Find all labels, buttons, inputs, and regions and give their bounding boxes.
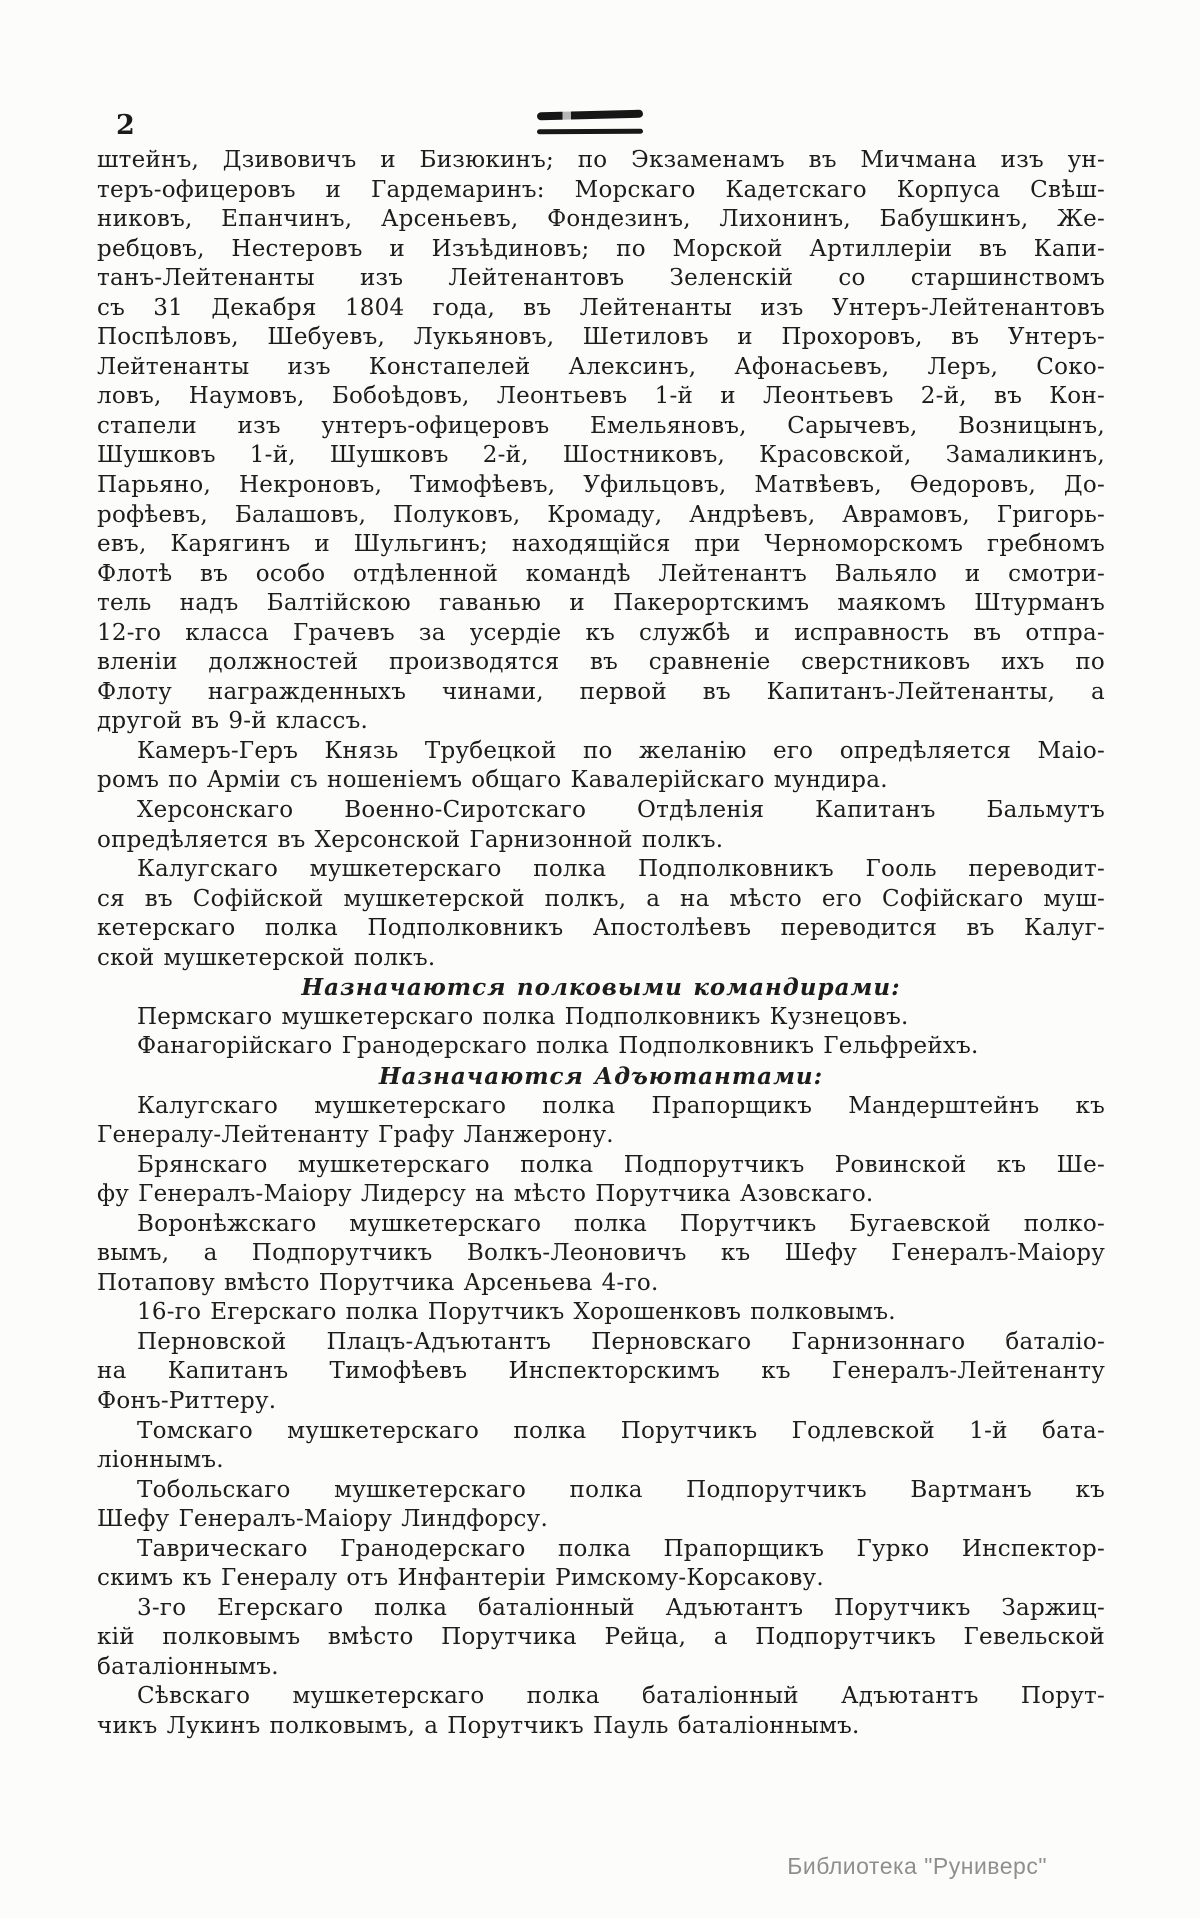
text-line: 12-го класса Грачевъ за усердіе къ службѣ и исправность въ отпра- [97, 619, 1105, 646]
text-line: скимъ къ Генералу отъ Инфантеріи Римскому-Корсакову. [97, 1565, 824, 1592]
text-line: тель надъ Балтійскою гаванью и Пакерортскимъ маякомъ Штурманъ [97, 590, 1105, 617]
text-line: Фанагорійскаго Гранодерскаго полка Подполковникъ Гельфрейхъ. [137, 1033, 979, 1060]
section-heading: Назначаются полковыми командирами: [301, 974, 901, 1002]
text-line: ребцовъ, Нестеровъ и Изъѣдиновъ; по Морской Артиллеріи въ Капи- [97, 235, 1105, 262]
text-line: Брянскаго мушкетерскаго полка Подпорутчикъ Ровинской къ Ше- [137, 1151, 1105, 1178]
text-line: чикъ Лукинъ полковымъ, а Порутчикъ Пауль баталіоннымъ. [97, 1712, 860, 1739]
text-line: теръ-офицеровъ и Гардемаринъ: Морскаго Кадетскаго Корпуса Свѣш- [97, 176, 1105, 203]
text-line: вымъ, а Подпорутчикъ Волкъ-Леоновичъ къ Шефу Генералъ-Маіору [97, 1240, 1105, 1267]
text-line: стапели изъ унтеръ-офицеровъ Емельяновъ, Сарычевъ, Возницынъ, [97, 412, 1105, 439]
text-line: Шефу Генералъ-Маіору Линдфорсу. [97, 1506, 549, 1533]
double-rule-ink-mark [537, 111, 643, 134]
text-line: Тобольскаго мушкетерскаго полка Подпорутчикъ Вартманъ къ [137, 1476, 1105, 1503]
text-line: ской мушкетерской полкъ. [97, 944, 436, 971]
section-heading: Назначаются Адъютантами: [378, 1062, 824, 1090]
text-line: танъ-Лейтенанты изъ Лейтенантовъ Зеленскій со старшинствомъ [97, 265, 1105, 292]
text-line: 16-го Егерскаго полка Порутчикъ Хорошенковъ полковымъ. [137, 1299, 896, 1326]
text-column [97, 146, 1105, 1742]
text-line: Флоту награжденныхъ чинами, первой въ Капитанъ-Лейтенанты, а [97, 678, 1105, 705]
text-line: другой въ 9-й классъ. [97, 708, 369, 735]
text-line: Воронѣжскаго мушкетерскаго полка Порутчикъ Бугаевской полко- [137, 1210, 1105, 1237]
text-line: ромъ по Арміи съ ношеніемъ общаго Кавалерійскаго мундира. [97, 767, 888, 794]
text-line: Сѣвскаго мушкетерскаго полка баталіонный Адъютантъ Порут- [137, 1683, 1105, 1710]
text-line: Поспѣловъ, Шебуевъ, Лукьяновъ, Шетиловъ и Прохоровъ, въ Унтеръ- [97, 324, 1105, 351]
text-line: Флотѣ въ особо отдѣленной командѣ Лейтенантъ Вальяло и смотри- [97, 560, 1105, 587]
text-line: баталіоннымъ. [97, 1653, 279, 1680]
text-line: Шушковъ 1-й, Шушковъ 2-й, Шостниковъ, Красовской, Замаликинъ, [97, 442, 1105, 469]
text-line: штейнъ, Дзивовичъ и Бизюкинъ; по Экзаменамъ въ Мичмана изъ ун- [97, 147, 1105, 173]
text-line: Потапову вмѣсто Порутчика Арсеньева 4-го. [97, 1269, 659, 1296]
text-line: опредѣляется въ Херсонской Гарнизонной полкъ. [97, 826, 724, 853]
text-line: Таврическаго Гранодерскаго полка Прапорщикъ Гурко Инспектор- [137, 1535, 1105, 1562]
text-line: Томскаго мушкетерскаго полка Порутчикъ Годлевской 1-й бата- [137, 1417, 1105, 1444]
text-line: кій полковымъ вмѣсто Порутчика Рейца, а Подпорутчикъ Гевельской [97, 1624, 1105, 1651]
library-watermark: Библиотека "Руниверс" [787, 1853, 1047, 1879]
text-line: ловъ, Наумовъ, Бобоѣдовъ, Леонтьевъ 1-й и Леонтьевъ 2-й, въ Кон- [97, 383, 1105, 410]
text-line: Лейтенанты изъ Констапелей Алексинъ, Афонасьевъ, Леръ, Соко- [97, 353, 1105, 380]
ink-rule-top-stroke [537, 110, 643, 121]
text-line: 3-го Егерскаго полка баталіонный Адъютантъ Порутчикъ Заржиц- [137, 1594, 1105, 1621]
text-line: евъ, Карягинъ и Шульгинъ; находящійся при Черноморскомъ гребномъ [97, 531, 1105, 558]
ink-rule-bottom-stroke [537, 129, 643, 135]
text-line: кетерскаго полка Подполковникъ Апостолѣевъ переводится въ Калуг- [97, 915, 1105, 942]
text-line: Парьяно, Некроновъ, Тимофѣевъ, Уфильцовъ, Матвѣевъ, Ѳедоровъ, До- [97, 472, 1105, 499]
text-line: Калугскаго мушкетерскаго полка Прапорщикъ Мандерштейнъ къ [137, 1092, 1105, 1119]
text-line: вленіи должностей производятся въ сравненіе сверстниковъ ихъ по [97, 649, 1105, 676]
text-line: фу Генералъ-Маіору Лидерсу на мѣсто Порутчика Азовскаго. [97, 1181, 874, 1208]
text-line: никовъ, Епанчинъ, Арсеньевъ, Фондезинъ, Лихонинъ, Бабушкинъ, Же- [97, 206, 1105, 233]
text-line: ліоннымъ. [97, 1447, 224, 1474]
text-line: Генералу-Лейтенанту Графу Ланжерону. [97, 1122, 614, 1149]
text-line: рофѣевъ, Балашовъ, Полуковъ, Кромаду, Андрѣевъ, Аврамовъ, Григорь- [97, 501, 1105, 528]
text-line: Пермскаго мушкетерскаго полка Подполковникъ Кузнецовъ. [137, 1003, 909, 1030]
text-line: Перновской Плацъ-Адъютантъ Перновскаго Гарнизоннаго баталіо- [137, 1328, 1105, 1355]
text-line: Фонъ-Риттеру. [97, 1387, 277, 1414]
text-line: на Капитанъ Тимофѣевъ Инспекторскимъ къ Генералъ-Лейтенанту [97, 1358, 1105, 1385]
text-line: съ 31 Декабря 1804 года, въ Лейтенанты изъ Унтеръ-Лейтенантовъ [97, 294, 1105, 321]
text-line: Камеръ-Геръ Князь Трубецкой по желанію его опредѣляется Маіо- [137, 737, 1105, 764]
page-number: 2 [116, 110, 135, 141]
text-line: ся въ Софійской мушкетерской полкъ, а на мѣсто его Софійскаго муш- [97, 885, 1105, 912]
text-line: Херсонскаго Военно-Сиротскаго Отдѣленія Капитанъ Бальмутъ [137, 797, 1105, 824]
text-line: Калугскаго мушкетерскаго полка Подполковникъ Гооль переводит- [137, 856, 1105, 883]
